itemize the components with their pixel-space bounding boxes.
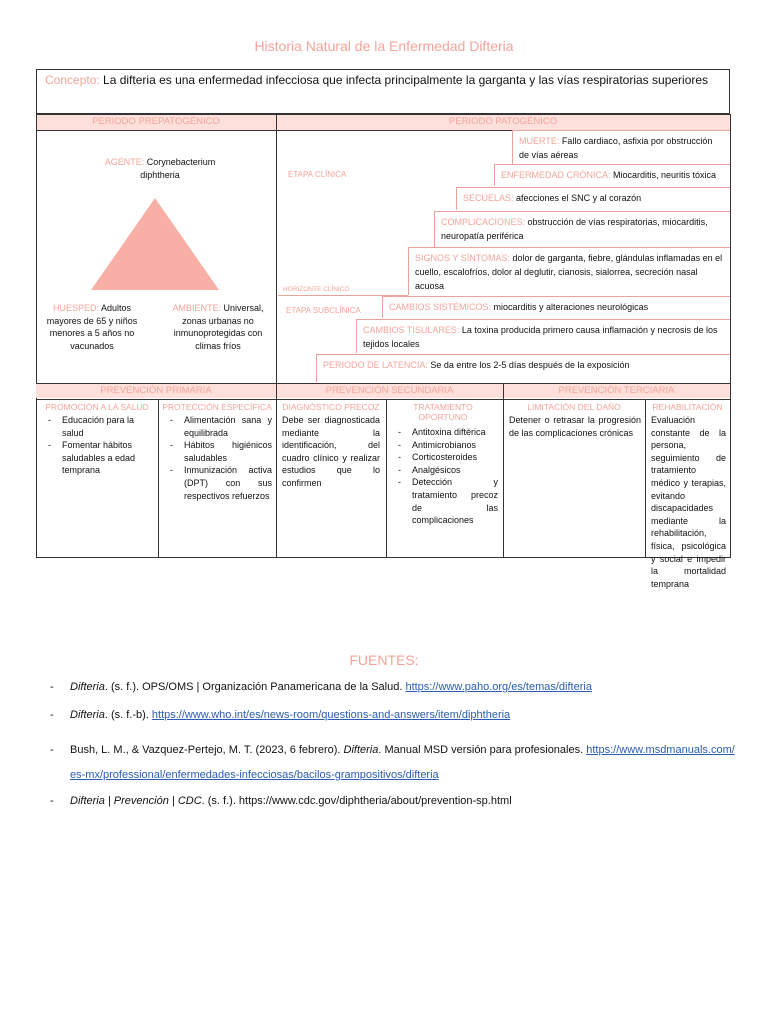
list-item: - Fomentar hábitos saludables a edad temprana — [62, 439, 154, 477]
promocion-cell — [40, 412, 158, 479]
proteccion-header: PROTECCIÓN ESPECÍFICA — [162, 402, 272, 412]
frame-line — [730, 114, 731, 557]
frame-line — [276, 114, 277, 400]
stair-signos-sintomas: SIGNOS Y SÍNTOMAS: dolor de garganta, fiebre, glándulas inflamadas en el cuello, escalofríos, dolor al deglutir, cianosis, sialorrea, secreción nasal acuosa — [408, 247, 730, 295]
source-item: - Difteria. (s. f.). OPS/OMS | Organización Panamericana de la Salud. https://www.paho.org/es/temas/difteria — [50, 681, 592, 693]
prevencion-primaria-header: PREVENCIÓN PRIMARIA — [100, 385, 212, 396]
frame-line — [158, 399, 159, 557]
stair-cambios-sistemicos: CAMBIOS SISTÉMICOS: miocarditis y alteraciones neurológicas — [382, 296, 730, 318]
list-item: - Inmunización activa (DPT) con sus respectivos refuerzos — [184, 464, 272, 502]
source-item: - Bush, L. M., & Vazquez-Pertejo, M. T. (2023, 6 febrero). Difteria. Manual MSD versión para profesionales. https://www.msdmanuals.com/es-mx/professional/enfermedades-infecciosas/bacilos-grampositivos/difteria — [50, 744, 735, 781]
rehabilitacion-cell: Evaluación constante de la persona, seguimiento de tratamiento médico y terapias, evitando discapacidades mediante la rehabilitación, física, psicológica y social e impedir la mortalidad temprana — [651, 415, 726, 589]
source-link[interactable]: https://www.msdmanuals.com/es-mx/professional/enfermedades-infecciosas/bacilos-grampositivos/difteria — [70, 744, 735, 781]
proteccion-cell — [162, 412, 276, 504]
list-item: - Educación para la salud — [62, 414, 154, 439]
tratamiento-header: TRATAMIENTO OPORTUNO — [413, 402, 473, 422]
list-item: - Corticosteroides — [412, 451, 498, 464]
concept-box — [36, 69, 730, 114]
diagnostico-cell: Debe ser diagnosticada mediante la identificación, del cuadro clínico y realizar estudios que lo confirmen — [282, 415, 380, 488]
source-item: - Difteria. (s. f.-b). https://www.who.int/es/news-room/questions-and-answers/item/diphtheria — [50, 709, 511, 721]
limitacion-cell: Detener o retrasar la progresión de las complicaciones crónicas — [509, 415, 641, 438]
stair-cambios-tisulares: CAMBIOS TISULARES: La toxina producida primero causa inflamación y necrosis de los tejidos locales — [356, 319, 730, 353]
frame-line — [36, 557, 731, 558]
frame-line — [36, 399, 730, 400]
ambiente-text: AMBIENTE: Universal, zonas urbanas no inmunoprotegidas con climas fríos — [172, 303, 264, 351]
list-item: - Analgésicos — [412, 464, 498, 477]
frame-line — [645, 399, 646, 557]
stair-secuelas: SECUELAS: afecciones el SNC y al corazón — [456, 187, 730, 210]
agente-text: AGENTE: Corynebacterium diphtheria — [104, 157, 216, 180]
promocion-header: PROMOCIÓN A LA SALUD — [45, 402, 149, 412]
list-item: - Hábitos higiénicos saludables — [184, 439, 272, 464]
diagnostico-header: DIAGNÓSTICO PRECOZ — [282, 402, 380, 412]
list-item: - Antitoxina diftérica — [412, 426, 498, 439]
frame-line — [36, 383, 730, 384]
period-patogenico-header: PERIODO PATOGÉNICO — [448, 116, 558, 127]
frame-line — [386, 399, 387, 557]
prevencion-terciaria-header: PREVENCIÓN TERCIARIA — [558, 385, 675, 396]
list-item: - Antimicrobianos — [412, 439, 498, 452]
limitacion-header: LIMITACIÓN DEL DAÑO — [527, 402, 621, 412]
concept-label: Concepto: — [45, 73, 100, 87]
etapa-clinica-label: ETAPA CLÍNICA — [288, 170, 347, 179]
rehabilitacion-header: REHABILITACIÓN — [652, 402, 723, 412]
frame-line — [36, 114, 37, 557]
list-item: - Detección y tratamiento precoz de las complicaciones — [412, 476, 498, 526]
huesped-text: HUESPED: Adultos mayores de 65 y niños menores a 5 años no vacunados — [46, 303, 138, 351]
concept-text: La difteria es una enfermedad infecciosa que infecta principalmente la garganta y las vías respiratorias superiores — [99, 73, 709, 87]
prevencion-secundaria-header: PREVENCIÓN SECUNDARIA — [325, 385, 454, 396]
stair-muerte: MUERTE: Fallo cardiaco, asfixia por obstrucción de vías aéreas — [512, 130, 730, 164]
list-item: - Alimentación sana y equilibrada — [184, 414, 272, 439]
source-item: - Difteria | Prevención | CDC. (s. f.). https://www.cdc.gov/diphtheria/about/prevention-sp.html — [50, 795, 512, 807]
page-title: Historia Natural de la Enfermedad Difteria — [254, 38, 514, 54]
horizonte-clinico-label: HORIZONTE CLÍNICO — [283, 286, 350, 293]
stair-complicaciones: COMPLICACIONES: obstrucción de vías respiratorias, miocarditis, neuropatía periférica — [434, 211, 730, 247]
stair-periodo-latencia: PERIODO DE LATENCIA: Se da entre los 2-5 días después de la exposición — [316, 354, 730, 382]
period-prepatogenico-header: PERIODO PREPATOGÉNICO — [92, 116, 220, 127]
etapa-subclinica-label: ETAPA SUBCLÍNICA — [286, 306, 361, 315]
source-link[interactable]: https://www.who.int/es/news-room/questions-and-answers/item/diphtheria — [151, 709, 511, 721]
tratamiento-cell — [390, 424, 502, 529]
frame-line — [36, 114, 730, 115]
stair-enfermedad-cronica: ENFERMEDAD CRÓNICA: Miocarditis, neuritis tóxica — [494, 164, 730, 186]
sources-title: FUENTES: — [349, 652, 419, 668]
epidemiological-triad-triangle — [91, 198, 219, 290]
source-link[interactable]: https://www.paho.org/es/temas/difteria — [405, 681, 592, 693]
